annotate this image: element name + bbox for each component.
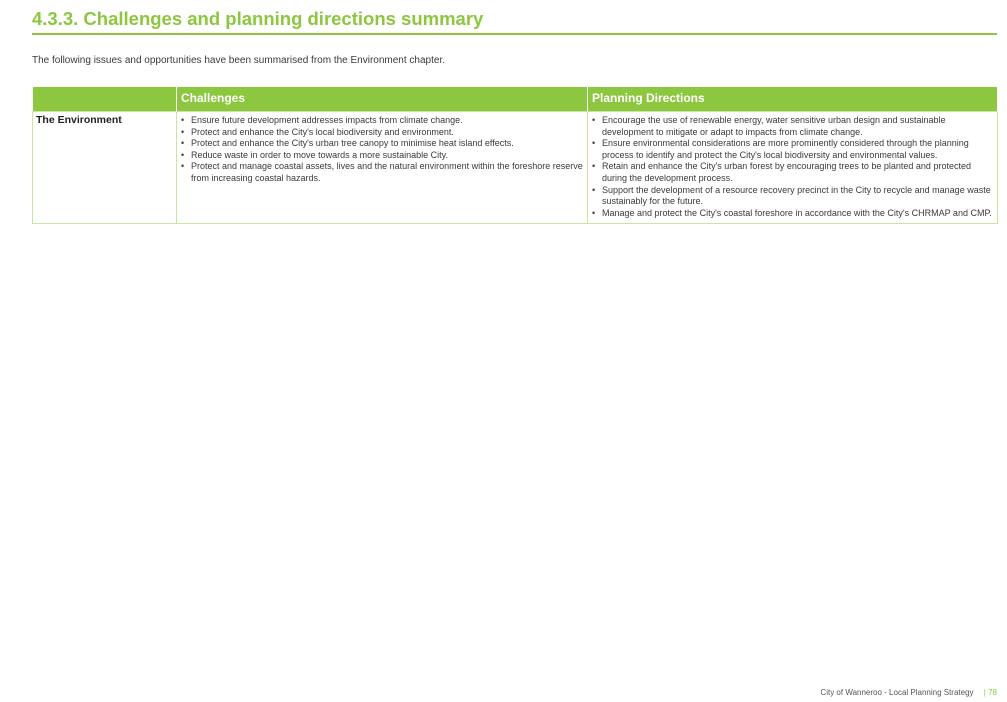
list-item: • Encourage the use of renewable energy, water sensitive urban design and sustainable development to mitigate or adapt to impacts from climate change. bbox=[591, 115, 994, 138]
header-planning-directions: Planning Directions bbox=[588, 87, 998, 112]
list-item: • Protect and enhance the City's local biodiversity and environment. bbox=[180, 127, 584, 139]
challenges-cell bbox=[177, 112, 588, 224]
list-item: • Ensure future development addresses impacts from climate change. bbox=[180, 115, 584, 127]
page-number: 78 bbox=[988, 688, 997, 697]
row-label: The Environment bbox=[33, 112, 177, 224]
list-item: • Reduce waste in order to move towards a more sustainable City. bbox=[180, 150, 584, 162]
directions-list bbox=[591, 115, 994, 219]
table-row bbox=[33, 112, 998, 224]
page-heading: 4.3.3. Challenges and planning directions summary bbox=[32, 8, 997, 35]
challenges-list bbox=[180, 115, 584, 185]
summary-table bbox=[32, 87, 998, 224]
list-item: • Protect and manage coastal assets, lives and the natural environment within the foreshore reserve from increasing coastal hazards. bbox=[180, 161, 584, 184]
list-item: • Support the development of a resource recovery precinct in the City to recycle and manage waste sustainably for the future. bbox=[591, 185, 994, 208]
table-header-row bbox=[33, 87, 998, 112]
list-item: • Manage and protect the City's coastal foreshore in accordance with the City's CHRMAP and CMP. bbox=[591, 208, 994, 220]
footer-doc-title: City of Wanneroo - Local Planning Strategy bbox=[820, 688, 974, 697]
footer-separator: | bbox=[983, 688, 986, 697]
header-empty bbox=[33, 87, 177, 112]
page-footer bbox=[820, 688, 997, 697]
list-item: • Ensure environmental considerations are more prominently considered through the planning process to identify and protect the City's local biodiversity and environmental values. bbox=[591, 138, 994, 161]
directions-cell bbox=[588, 112, 998, 224]
intro-text: The following issues and opportunities have been summarised from the Environment chapter. bbox=[32, 55, 446, 66]
header-challenges: Challenges bbox=[177, 87, 588, 112]
list-item: • Protect and enhance the City's urban tree canopy to minimise heat island effects. bbox=[180, 138, 584, 150]
list-item: • Retain and enhance the City's urban forest by encouraging trees to be planted and protected during the development process. bbox=[591, 161, 994, 184]
